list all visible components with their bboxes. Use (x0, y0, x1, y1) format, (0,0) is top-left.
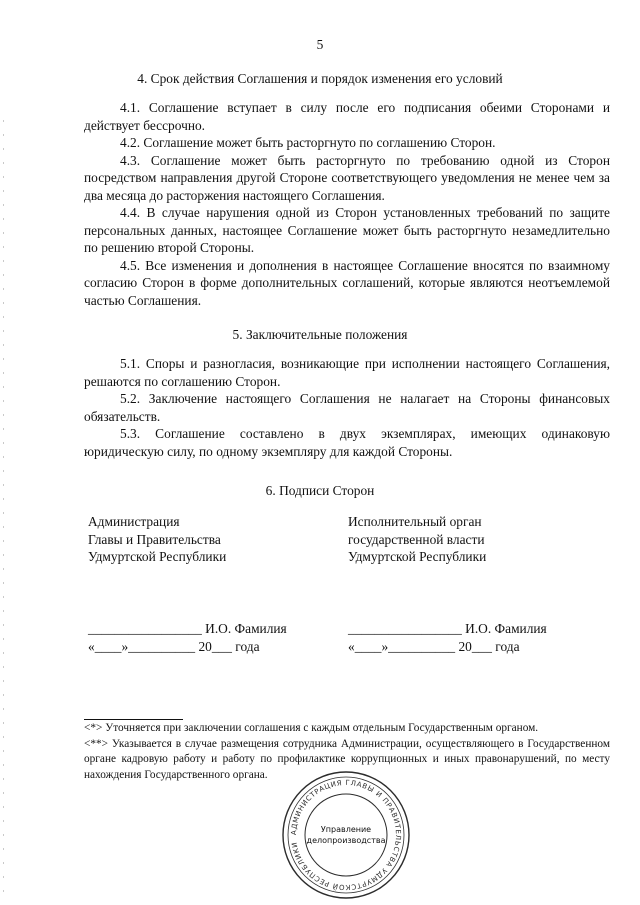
section-4-title: 4. Срок действия Соглашения и порядок изменения его условий (137, 71, 503, 86)
scan-edge-marks (3, 120, 4, 900)
footnote-2: <**> Указывается в случае размещения сотрудника Администрации, осуществляющего в Государственном органе кадровую работу и работу по профилактике коррупционных и иных правонарушений, по месту нахождения Государственного органа. (84, 737, 610, 781)
signatory-left (88, 513, 328, 566)
signatory-right-line: Удмуртской Республики (348, 549, 487, 564)
clause-4-5: 4.5. Все изменения и дополнения в настоящее Соглашение вносятся по взаимному согласию Сторон в форме дополнительных соглашений, которые являются неотъемлемой частью Соглашения. (84, 257, 610, 308)
clause-5-3: 5.3. Соглашение составлено в двух экземплярах, имеющих одинаковую юридическую силу, по одному экземпляру для каждой Стороны. (84, 426, 610, 459)
date-line-right: «____»__________ 20___ года (348, 639, 520, 654)
clause-5-1: 5.1. Споры и разногласия, возникающие при исполнении настоящего Соглашения, решаются по соглашению Сторон. (84, 356, 610, 389)
clause-4-1: 4.1. Соглашение вступает в силу после его подписания обеими Сторонами и действует бессрочно. (84, 100, 610, 133)
stamp-ring-text: АДМИНИСТРАЦИЯ ГЛАВЫ И ПРАВИТЕЛЬСТВА УДМУРТСКОЙ РЕСПУБЛИКИ (289, 778, 403, 892)
footnote-rule (84, 719, 183, 720)
clause-4-3: 4.3. Соглашение может быть расторгнуто по требованию одной из Сторон посредством направления другой Стороне соответствующего уведомления не менее чем за два месяца до расторжения настоящего Соглашения. (84, 152, 610, 203)
signatory-right (348, 513, 588, 566)
signatory-right-line: Исполнительный орган (348, 514, 482, 529)
signatory-right-line: государственной власти (348, 531, 485, 547)
clause-5-2: 5.2. Заключение настоящего Соглашения не налагает на Стороны финансовых обязательств. (84, 391, 610, 424)
section-6-title: 6. Подписи Сторон (265, 483, 375, 498)
clause-4-4: 4.4. В случае нарушения одной из Сторон установленных требований по защите персональных данных, настоящее Соглашение может быть расторгнуто незамедлительно по решению второй Стороны. (84, 205, 610, 255)
signature-line-left: _________________ И.О. Фамилия (88, 621, 287, 636)
section-5-body (84, 355, 610, 460)
footnote-1: <*> Уточняется при заключении соглашения с каждым отдельным Государственным органом. (84, 722, 539, 734)
signatory-left-line: Удмуртской Республики (88, 549, 227, 564)
signature-line-right: _________________ И.О. Фамилия (348, 621, 547, 636)
clause-4-2: 4.2. Соглашение может быть расторгнуто по соглашению Сторон. (120, 135, 496, 150)
section-4-body (84, 99, 610, 309)
stamp-center-text: Управление (320, 825, 372, 834)
signatory-left-line: Администрация (88, 514, 180, 529)
official-stamp (281, 770, 411, 900)
signatory-left-line: Главы и Правительства (88, 531, 221, 547)
page-number: 5 (316, 37, 324, 52)
date-line-left: «____»__________ 20___ года (88, 639, 260, 654)
section-5-title: 5. Заключительные положения (232, 327, 408, 342)
stamp-center-text: делопроизводства (306, 836, 386, 845)
